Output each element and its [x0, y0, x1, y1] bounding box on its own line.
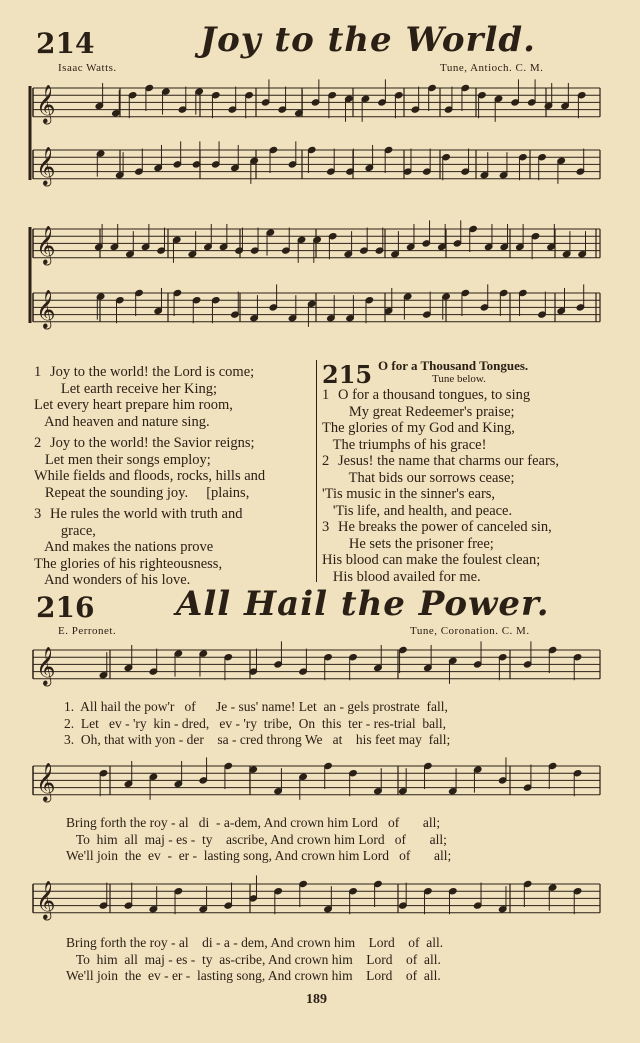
hymn-214-title: Joy to the World.	[200, 20, 536, 60]
verse-line: grace,	[50, 522, 96, 539]
verse-number: 2	[34, 435, 42, 451]
verse-line: He rules the world with truth and	[50, 506, 243, 522]
clef-icon: 𝄞	[36, 288, 56, 328]
hymn-215-number: 215	[322, 360, 373, 389]
clef-icon: 𝄞	[36, 83, 56, 123]
lyric-line: 3. Oh, that with yon - der sa - cred throng We at his feet may fall;	[64, 732, 451, 747]
verse-line: And makes the nations prove	[34, 539, 214, 556]
verse-line: And wonders of his love.	[34, 572, 191, 589]
verse-line: 'Tis life, and health, and peace.	[322, 502, 513, 519]
hymn-214-tune: Tune, Antioch. C. M.	[440, 62, 544, 74]
verse-line: Let men their songs employ;	[34, 451, 211, 468]
lyric-line: 1. All hail the pow'r of Je - sus' name! Let an - gels prostrate fall,	[64, 699, 448, 714]
verse-number: 1	[322, 387, 330, 403]
hymn-214-author: Isaac Watts.	[58, 62, 117, 74]
verse-line: And heaven and nature sing.	[34, 413, 210, 430]
verse-number: 2	[322, 453, 330, 469]
verse-line: That bids our sorrows cease;	[338, 469, 515, 486]
column-divider	[316, 360, 317, 582]
verse-line: Jesus! the name that charms our fears,	[338, 453, 560, 469]
verse-line: 'Tis music in the sinner's ears,	[322, 486, 496, 503]
verse-number: 1	[34, 364, 42, 380]
lyric-line: To him all maj - es - ty as-cribe, And crown him Lord of all.	[66, 952, 441, 967]
verse-line: His blood can make the foulest clean;	[322, 552, 541, 569]
verse-number: 3	[322, 519, 330, 535]
lyric-line: Bring forth the roy - al di - a-dem, And crown him Lord of all;	[66, 815, 441, 830]
verse-line: His blood availed for me.	[322, 568, 481, 585]
lyric-line: Bring forth the roy - al di - a - dem, And crown him Lord of all.	[66, 935, 444, 950]
hymn-216-number: 216	[36, 591, 95, 624]
verse-line: Let every heart prepare him room,	[34, 397, 233, 414]
verse-line: The glories of my God and King,	[322, 420, 515, 437]
verse-line: He breaks the power of canceled sin,	[338, 519, 552, 535]
verse-line: My great Redeemer's praise;	[338, 403, 515, 420]
hymn-216-tune: Tune, Coronation. C. M.	[410, 625, 530, 637]
verse-line: While fields and floods, rocks, hills and	[34, 468, 266, 485]
clef-icon: 𝄞	[36, 224, 56, 264]
clef-icon: 𝄞	[36, 761, 56, 801]
verse-line: The triumphs of his grace!	[322, 436, 487, 453]
page-number: 189	[306, 992, 327, 1007]
clef-icon: 𝄞	[36, 879, 56, 919]
verse-line: Repeat the sounding joy. [plains,	[34, 484, 250, 501]
lyric-line: We'll join the ev - er - lasting song, And crown him Lord of all;	[66, 848, 452, 863]
verse-line: Joy to the world! the Savior reigns;	[50, 435, 255, 451]
clef-icon: 𝄞	[36, 645, 56, 685]
clef-icon: 𝄞	[36, 145, 56, 185]
hymn-215-title: O for a Thousand Tongues.	[378, 358, 529, 373]
verse-number: 3	[34, 506, 42, 522]
lyric-line: 2. Let ev - 'ry kin - dred, ev - 'ry tribe, On this ter - res-trial ball,	[64, 716, 447, 731]
verse-line: He sets the prisoner free;	[338, 535, 494, 552]
hymn-216-author: E. Perronet.	[58, 625, 117, 637]
hymn-214-number: 214	[36, 27, 95, 60]
lyric-line: To him all maj - es - ty ascribe, And crown him Lord of all;	[66, 832, 447, 847]
verse-line: Let earth receive her King;	[50, 380, 218, 397]
hymn-216-title: All Hail the Power.	[176, 584, 550, 624]
verse-line: Joy to the world! the Lord is come;	[50, 364, 255, 380]
verse-line: The glories of his righteousness,	[34, 555, 223, 572]
verse-line: O for a thousand tongues, to sing	[338, 387, 531, 403]
hymn-215-tune-note: Tune below.	[432, 373, 486, 385]
lyric-line: We'll join the ev - er - lasting song, And crown him Lord of all.	[66, 968, 441, 983]
